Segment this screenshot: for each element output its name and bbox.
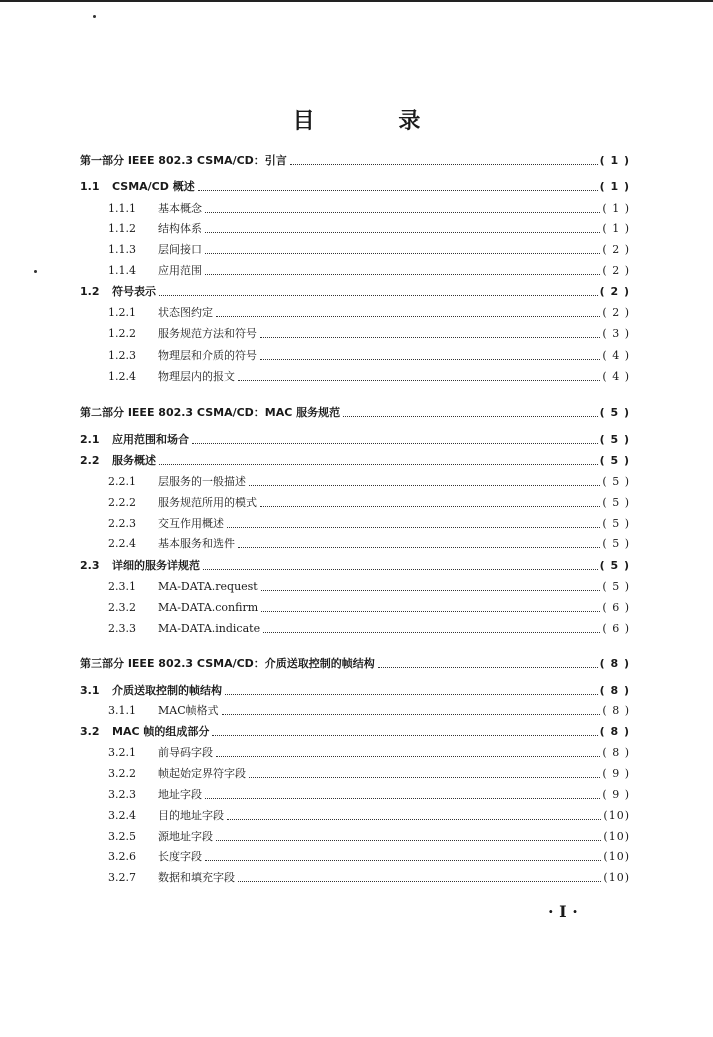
dot-leader [261,611,600,612]
toc-entry-page: ( 2 ) [602,306,630,319]
toc-entry-number: 3.2.7 [108,871,136,884]
dot-leader [238,380,600,381]
toc-entry-page: ( 1 ) [599,154,630,167]
dot-leader [159,295,598,296]
toc-entry [80,557,630,573]
toc-entry-title: 长度字段 [158,850,202,863]
toc-entry-page: (10) [603,871,630,884]
dot-leader [205,232,600,233]
dot-leader [216,756,600,757]
toc-entry-title: 目的地址字段 [158,809,224,822]
toc-entry [80,152,630,168]
page-folio: · I · [548,902,578,921]
toc-entry-title: 物理层内的报文 [158,370,235,383]
toc-entry [108,578,630,594]
toc-entry-title: 交互作用概述 [158,517,224,530]
toc-entry [108,494,630,510]
toc-entry [108,744,630,760]
toc-entry [80,431,630,447]
toc-entry-page: ( 5 ) [602,496,630,509]
toc-entry-number: 2.2 [80,454,100,467]
toc-entry-number: 2.2.1 [108,475,136,488]
toc-entry-page: (10) [603,850,630,863]
toc-entry [108,241,630,257]
toc-entry [108,848,630,864]
toc-entry-number: 2.2.2 [108,496,136,509]
toc-entry-page: ( 3 ) [602,327,630,340]
toc-entry-title: CSMA/CD 概述 [112,180,195,193]
dot-leader [238,547,600,548]
toc-entry-page: ( 8 ) [599,684,630,697]
toc-entry-page: ( 8 ) [602,746,630,759]
toc-entry-page: ( 2 ) [602,243,630,256]
toc-entry-page: ( 5 ) [599,406,630,419]
toc-entry-number: 1.1.1 [108,202,136,215]
toc-entry-number: 1.1.4 [108,264,136,277]
toc-entry-page: ( 9 ) [602,788,630,801]
toc-entry-page: ( 5 ) [599,433,630,446]
dot-leader [205,860,601,861]
toc-entry-title: 帧起始定界符字段 [158,767,246,780]
toc-entry [108,262,630,278]
toc-entry-number: 2.2.4 [108,537,136,550]
toc-entry-title: 层间接口 [158,243,202,256]
toc-entry-number: 3.2.3 [108,788,136,801]
toc-entry-number: 1.2.3 [108,349,136,362]
toc-entry-number: 3.2 [80,725,100,738]
toc-entry [108,515,630,531]
toc-entry-title: 状态图约定 [158,306,213,319]
dot-leader [205,798,600,799]
toc-entry [108,786,630,802]
dot-leader [205,253,600,254]
toc-entry-number: 2.3 [80,559,100,572]
toc-entry [108,828,630,844]
toc-entry [108,702,630,718]
dot-leader [203,569,598,570]
toc-entry-title: 结构体系 [158,222,202,235]
toc-entry-page: ( 8 ) [602,704,630,717]
dot-leader [227,819,601,820]
toc-entry [108,620,630,636]
dot-leader [192,443,598,444]
toc-entry [80,283,630,299]
toc-entry-page: ( 6 ) [602,601,630,614]
toc-entry-page: ( 5 ) [602,580,630,593]
toc-entry [108,869,630,885]
toc-entry-title: 详细的服务详规范 [112,559,200,572]
toc-entry-title: 应用范围 [158,264,202,277]
toc-entry-number: 1.2.1 [108,306,136,319]
dot-leader [159,464,598,465]
toc-entry-number: 2.3.2 [108,601,136,614]
toc-entry-title: 服务规范所用的模式 [158,496,257,509]
dot-leader [263,632,600,633]
toc-entry-page: ( 2 ) [599,285,630,298]
dot-leader [225,694,598,695]
toc-entry-number: 3.2.4 [108,809,136,822]
page-title: 目 录 [292,109,459,134]
toc-entry-title: 层服务的一般描述 [158,475,246,488]
dot-leader [290,164,598,165]
toc-entry-page: ( 1 ) [602,222,630,235]
dot-leader [260,359,600,360]
toc-entry [80,404,630,420]
dot-leader [378,667,598,668]
toc-entry-page: (10) [603,830,630,843]
toc-entry-page: ( 9 ) [602,767,630,780]
toc-entry-number: 1.2.4 [108,370,136,383]
dot-leader [260,506,600,507]
toc-entry-title: 第三部分 IEEE 802.3 CSMA/CD：介质送取控制的帧结构 [80,657,375,670]
dot-leader [198,190,598,191]
toc-entry-title: MAC 帧的组成部分 [112,725,210,738]
dot-leader [222,714,601,715]
toc-entry [108,220,630,236]
toc-entry [80,682,630,698]
toc-entry [108,325,630,341]
toc-entry-number: 1.1.3 [108,243,136,256]
dot-leader [238,881,601,882]
dot-leader [249,485,600,486]
toc-entry-page: ( 5 ) [599,559,630,572]
toc-entry [108,765,630,781]
toc-entry-page: ( 5 ) [602,475,630,488]
toc-entry-page: ( 1 ) [602,202,630,215]
toc-entry-number: 3.1 [80,684,100,697]
toc-entry [108,807,630,823]
toc-entry-number: 1.2 [80,285,100,298]
toc-entry-title: 服务规范方法和符号 [158,327,257,340]
toc-entry-title: 物理层和介质的符号 [158,349,257,362]
toc-entry-title: 符号表示 [112,285,156,298]
toc-entry [80,655,630,671]
toc-entry-number: 2.3.3 [108,622,136,635]
dot-leader [261,590,601,591]
toc-entry-title: 数据和填充字段 [158,871,235,884]
toc-entry-title: 第二部分 IEEE 802.3 CSMA/CD：MAC 服务规范 [80,406,341,419]
toc-entry-number: 2.1 [80,433,100,446]
toc-entry-page: ( 4 ) [602,349,630,362]
toc-entry-title: 基本概念 [158,202,202,215]
toc-entry-title: 前导码字段 [158,746,213,759]
toc-entry-title: MA-DATA.request [158,580,258,593]
dot-leader [205,212,600,213]
toc-entry-title: MA-DATA.confirm [158,601,259,614]
toc-entry [108,347,630,363]
toc-entry-title: 第一部分 IEEE 802.3 CSMA/CD：引言 [80,154,287,167]
dot-leader [260,337,600,338]
toc-entry-page: (10) [603,809,630,822]
toc-entry [108,599,630,615]
toc-entry-page: ( 8 ) [599,657,630,670]
dot-leader [212,735,597,736]
toc-entry-title: 服务概述 [112,454,156,467]
toc-entry [80,178,630,194]
toc-entry-page: ( 8 ) [599,725,630,738]
toc-entry-page: ( 6 ) [602,622,630,635]
toc-entry-page: ( 5 ) [599,454,630,467]
toc-entry-number: 1.1.2 [108,222,136,235]
dot-leader [216,840,601,841]
toc-entry-page: ( 1 ) [599,180,630,193]
toc-entry [80,452,630,468]
toc-entry [80,723,630,739]
toc-entry [108,535,630,551]
toc-entry-number: 3.2.6 [108,850,136,863]
toc-entry [108,304,630,320]
toc-entry-number: 3.2.5 [108,830,136,843]
toc-entry-title: MA-DATA.indicate [158,622,261,635]
toc-entry-number: 2.2.3 [108,517,136,530]
toc-entry-number: 3.1.1 [108,704,136,717]
dot-leader [216,316,600,317]
toc-entry-title: 地址字段 [158,788,202,801]
toc-entry-title: 应用范围和场合 [112,433,189,446]
toc-entry-page: ( 4 ) [602,370,630,383]
toc-entry-number: 1.1 [80,180,100,193]
toc-entry-title: 源地址字段 [158,830,213,843]
toc-entry-title: MAC帧格式 [158,704,219,717]
toc-entry-title: 基本服务和选件 [158,537,235,550]
toc-entry-page: ( 2 ) [602,264,630,277]
toc-entry-number: 2.3.1 [108,580,136,593]
dot-leader [249,777,600,778]
toc-entry [108,473,630,489]
dot-leader [227,527,600,528]
toc-entry-number: 3.2.1 [108,746,136,759]
dot-leader [343,416,597,417]
dot-leader [205,274,600,275]
toc-entry-page: ( 5 ) [602,537,630,550]
toc-entry-number: 1.2.2 [108,327,136,340]
toc-entry [108,368,630,384]
toc-entry [108,200,630,216]
toc-entry-number: 3.2.2 [108,767,136,780]
toc-entry-title: 介质送取控制的帧结构 [112,684,222,697]
toc-entry-page: ( 5 ) [602,517,630,530]
